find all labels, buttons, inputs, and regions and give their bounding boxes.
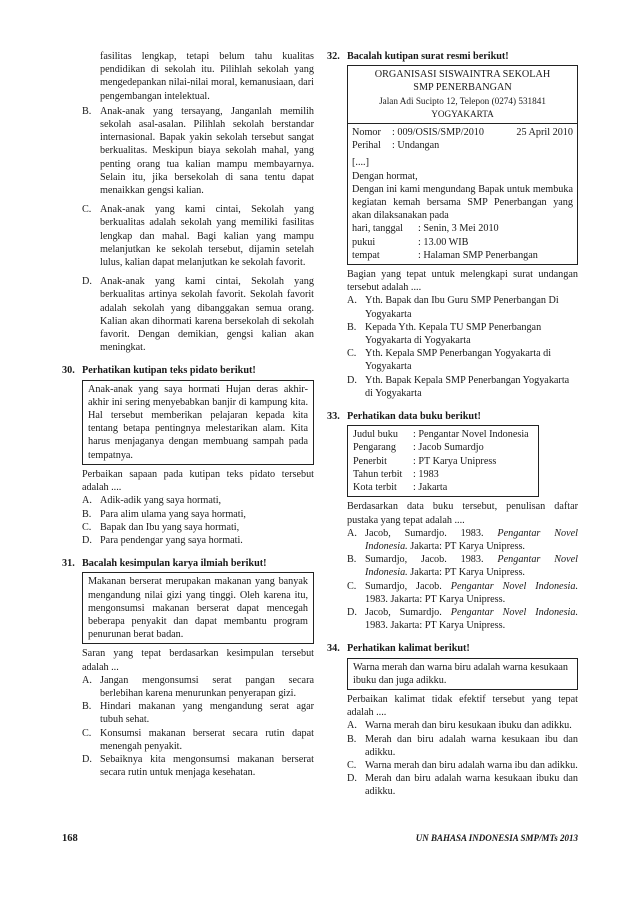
- q31-option-b[interactable]: B. Hindari makanan yang mengandung serat agar tubuh sehat.: [82, 701, 314, 726]
- left-column: [62, 50, 314, 779]
- question-31: [62, 557, 314, 779]
- question-text: Saran yang tepat berdasarkan kesimpulan tersebut adalah ...: [82, 648, 314, 673]
- question-text: Berdasarkan data buku tersebut, penulisan daftar pustaka yang tepat adalah ....: [347, 501, 578, 526]
- question-title: Bacalah kesimpulan karya ilmiah berikut!: [82, 558, 267, 570]
- option-letter: D.: [82, 276, 92, 288]
- q33-option-b[interactable]: B. Sumardjo, Jacob. 1983. Pengantar Novel Indonesia. Jakarta: PT Karya Unipress.: [347, 554, 579, 579]
- book-data-box: [347, 425, 539, 497]
- option-letter: C.: [82, 204, 92, 216]
- book-data-row: Tahun terbit : 1983: [353, 468, 439, 480]
- q32-option-b[interactable]: B. Kepada Yth. Kepala TU SMP Penerbangan Yogyakarta di Yogyakarta: [347, 321, 542, 347]
- right-column: [327, 50, 578, 799]
- q31-option-c[interactable]: C. Konsumsi makanan berserat secara rutin dapat menengah penyakit.: [82, 727, 314, 752]
- q32-option-a[interactable]: A. Yth. Bapak dan Ibu Guru SMP Penerbangan Di Yogyakarta: [347, 295, 559, 320]
- letter-place-row: tempat : Halaman SMP Penerbangan: [352, 249, 538, 261]
- letter-greeting: Dengan hormat,: [352, 170, 418, 182]
- letter-body: [348, 124, 577, 264]
- book-data-row: Pengarang : Jacob Sumardjo: [353, 442, 484, 454]
- scientific-conclusion-box: Makanan berserat merupakan makanan yang banyak mengandung nilai gizi yang tinggi. Oleh karena itu, mengonsumsi makanan berserat dapat mencegah beberapa penyakit dan dapat membantu program penurunan berat badan.: [82, 572, 314, 644]
- q29-option-b[interactable]: [82, 105, 314, 197]
- q34-option-c[interactable]: C. Warna merah dan biru adalah warna ibu dan adikku.: [347, 759, 578, 771]
- question-title: Bacalah kutipan surat resmi berikut!: [347, 51, 509, 62]
- letter-header: [348, 66, 577, 124]
- question-33: [327, 410, 578, 632]
- q34-option-d[interactable]: D. Merah dan biru adalah warna kesukaan ibuku dan adikku.: [347, 773, 578, 798]
- sentence-box: Warna merah dan warna biru adalah warna kesukaan ibuku dan juga adikku.: [347, 658, 578, 690]
- q32-option-d[interactable]: D. Yth. Bapak Kepala SMP Penerbangan Yogyakarta di Yogyakarta: [347, 374, 570, 399]
- q33-option-c[interactable]: C. Sumardjo, Jacob. Pengantar Novel Indonesia. 1983. Jakarta: PT Karya Unipress.: [347, 580, 579, 605]
- book-data-row: Penerbit : PT Karya Unipress: [353, 455, 497, 467]
- page-footer: [62, 832, 578, 846]
- q34-option-a[interactable]: A. Warna merah dan biru kesukaan ibuku dan adikku.: [347, 720, 572, 732]
- page-number: 168: [62, 833, 78, 844]
- question-34: [327, 642, 578, 798]
- q29-option-d[interactable]: [82, 275, 314, 354]
- letter-date-row: hari, tanggal : Senin, 3 Mei 2010: [352, 223, 499, 235]
- letter-subject-line: Perihal : Undangan: [352, 140, 440, 152]
- option-text: Anak-anak yang tersayang, Janganlah memilih sekolah asal-asalan. Pilihlah sekolah berstandar internasional. Bapak yakin sekolah tersebut sangat berkualitas. Meskipun biaya sekolah mahal, yang penting orang tua kalian mampu membayarnya. Selain itu, jika bersekolah di sana tentu dapat menaikkan gengsi kalian.: [100, 105, 314, 197]
- official-letter-box: [347, 65, 578, 265]
- q33-option-a[interactable]: A. Jacob, Sumardjo. 1983. Pengantar Novel Indonesia. Jakarta: PT Karya Unipress.: [347, 527, 579, 552]
- q30-option-b[interactable]: B. Para alim ulama yang saya hormati,: [82, 508, 246, 520]
- speech-excerpt-box: Anak-anak yang saya hormati Hujan deras akhir-akhir ini sering menyebabkan banjir di kampung kita. Hal tersebut memberikan pelajaran kepada kita tentang betapa pentingnya melestarikan alam. Kita harus menjaganya dengan membuang sampah pada tempatnya.: [82, 380, 314, 465]
- letter-number-line: Nomor : 009/OSIS/SMP/2010 25 April 2010: [352, 127, 573, 139]
- q33-option-d[interactable]: D. Jacob, Sumardjo. Pengantar Novel Indonesia. 1983. Jakarta: PT Karya Unipress.: [347, 606, 579, 632]
- q29-option-a-continuation: fasilitas lengkap, tetapi belum tahu kualitas pendidikan di sekolah itu. Pilihlah sekolah yang mengedepankan nilai-nilai moral, kemanusiaan, dari pengembangan intelektual.: [100, 51, 314, 102]
- q29-option-c[interactable]: [82, 203, 314, 269]
- question-number: 33.: [327, 411, 340, 423]
- question-number: 30.: [62, 365, 75, 377]
- letter-content: Dengan ini kami mengundang Bapak untuk membuka kegiatan kemah bersama SMP Penerbangan yang akan dilaksanakan pada: [352, 183, 573, 222]
- q30-option-d[interactable]: D. Para pendengar yang saya hormati.: [82, 534, 243, 546]
- question-text: Perbaikan kalimat tidak efektif tersebut yang tepat adalah ....: [347, 693, 578, 719]
- q30-option-c[interactable]: C. Bapak dan Ibu yang saya hormati,: [82, 521, 240, 533]
- question-text: Bagian yang tepat untuk melengkapi surat undangan tersebut adalah ....: [347, 269, 578, 294]
- question-number: 34.: [327, 643, 340, 655]
- letter-date: 25 April 2010: [516, 127, 573, 139]
- letter-time-row: pukui : 13.00 WIB: [352, 236, 469, 248]
- book-data-row: Kota terbit : Jakarta: [353, 482, 448, 494]
- question-title: Perhatikan kutipan teks pidato berikut!: [82, 365, 256, 377]
- question-title: Perhatikan kalimat berikut!: [347, 643, 470, 655]
- organization-name: ORGANISASI SISWAINTRA SEKOLAH SMP PENERBANGAN: [374, 69, 551, 94]
- question-32: [327, 50, 578, 400]
- option-letter: B.: [82, 105, 92, 117]
- book-title: UN BAHASA INDONESIA SMP/MTs 2013: [415, 833, 578, 843]
- question-number: 31.: [62, 558, 75, 570]
- organization-address: Jalan Adi Sucipto 12, Telepon (0274) 531841: [379, 95, 546, 106]
- question-text: Perbaikan sapaan pada kutipan teks pidato tersebut adalah ....: [82, 468, 314, 494]
- organization-city: YOGYAKARTA: [431, 108, 494, 119]
- letter-ellipsis: [....]: [352, 157, 369, 169]
- question-title: Perhatikan data buku berikut!: [347, 411, 481, 423]
- book-data-row: Judul buku : Pengantar Novel Indonesia: [353, 429, 529, 441]
- q32-option-c[interactable]: C. Yth. Kepala SMP Penerbangan Yogyakarta di Yogyakarta: [347, 348, 552, 373]
- question-number: 32.: [327, 51, 340, 62]
- option-text: Anak-anak yang kami cintai, Sekolah yang berkualitas adalah sekolah yang memiliki fasilitas lengkap dan mahal. Bagi kalian yang mampu melanjutkan ke sekolah tersebut, dijamin setelah lulus, kalian dapat melanjutkan ke sekolah favorit.: [100, 204, 314, 269]
- q31-option-d[interactable]: D. Sebaiknya kita mengonsumsi makanan berserat secara rutin untuk menjaga kesehatan.: [82, 753, 314, 779]
- question-30: [62, 364, 314, 547]
- option-text: Anak-anak yang kami cintai, Sekolah yang berkualitas artinya sekolah favorit. Sekolah favorit adalah sekolah yang dibanggakan semua orang. Kalian akan dihormati karena bersekolah di sekolah favorit. Dengan demikian, gengsi kalian akan meningkat.: [100, 276, 314, 354]
- q34-option-b[interactable]: B. Merah dan biru adalah warna kesukaan ibu dan adikku.: [347, 733, 578, 758]
- q30-option-a[interactable]: A. Adik-adik yang saya hormati,: [82, 495, 222, 507]
- q31-option-a[interactable]: A. Jangan mengonsumsi serat pangan secara berlebihan karena menurunkan penyerapan gizi.: [82, 674, 314, 699]
